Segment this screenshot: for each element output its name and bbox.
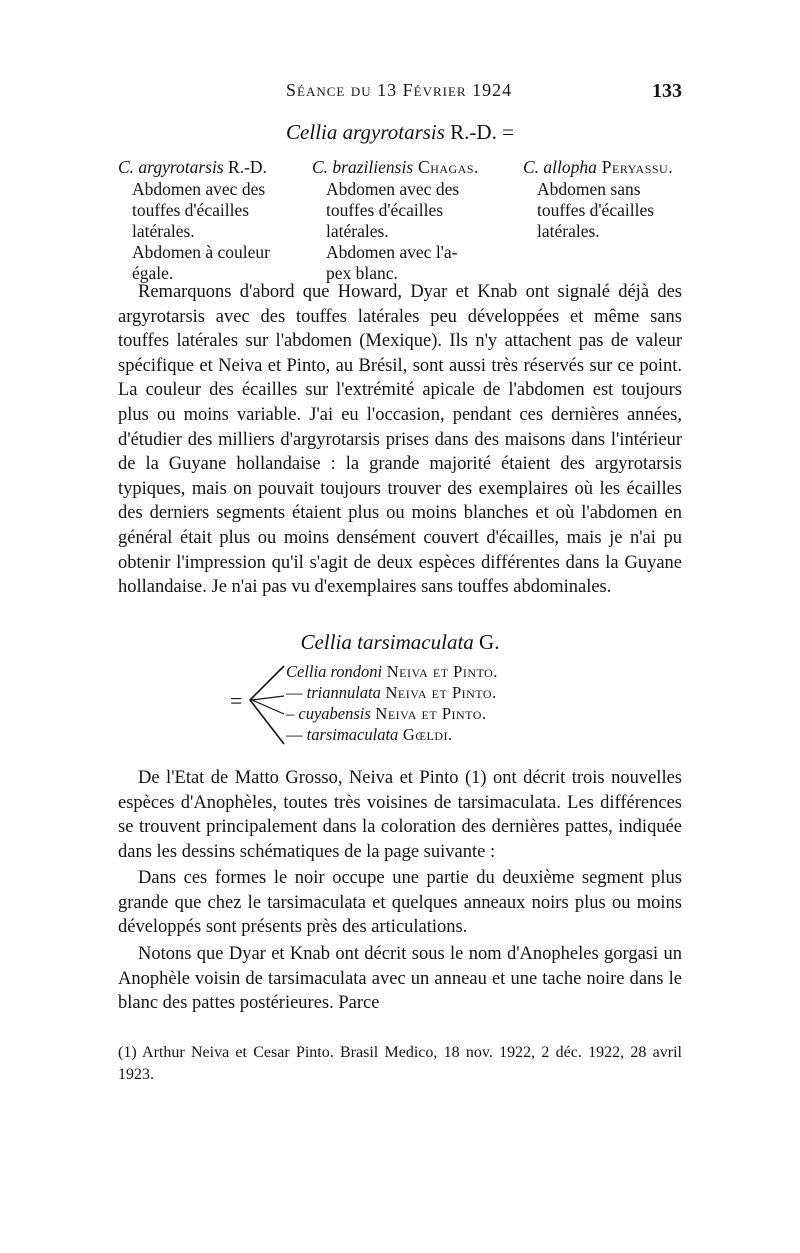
column-species: C. argyrotarsis	[118, 157, 224, 177]
column-line: Abdomen à couleur	[132, 242, 271, 262]
paragraph-text: De l'Etat de Matto Grosso, Neiva et Pinto (1) ont décrit trois nouvelles espèces d'Anophèles, toutes très voisines de tarsimaculata. Les différences se trouvent principalement dans la coloration des dernières pattes, indiquée dans les dessins schématiques de la page suivante :	[118, 768, 682, 862]
column-allopha	[523, 157, 673, 242]
column-heading	[523, 157, 673, 178]
synonym-brace-icon	[246, 662, 286, 748]
footnote	[118, 1042, 682, 1086]
column-heading	[118, 157, 270, 178]
synonym-dash: –	[286, 704, 299, 723]
column-braziliensis	[312, 157, 479, 284]
paragraph-noir	[118, 866, 682, 940]
running-title: Séance du 13 Février 1924	[286, 80, 513, 100]
synonym-name: triannulata	[306, 683, 381, 702]
column-line: latérales.	[326, 221, 389, 241]
column-heading	[312, 157, 479, 178]
paragraph-gorgasi	[118, 942, 682, 1016]
column-line: touffes d'écailles	[537, 200, 655, 220]
column-line: égale.	[132, 263, 174, 283]
synonym-author: Neiva et Pinto.	[370, 704, 487, 723]
synonym-name: cuyabensis	[298, 704, 371, 723]
column-author: Peryassu.	[596, 157, 674, 177]
comparison-columns	[118, 157, 700, 283]
column-line: Abdomen avec des	[326, 179, 460, 199]
synonym-author: Neiva et Pinto.	[382, 662, 498, 681]
species-name: Cellia argyrotarsis	[286, 120, 445, 144]
synonym-author: Gœldi.	[398, 725, 453, 744]
column-line: latérales.	[537, 221, 600, 241]
synonym-author: Neiva et Pinto.	[380, 683, 497, 702]
synonym-name: Cellia rondoni	[286, 662, 383, 681]
column-line: Abdomen sans	[537, 179, 641, 199]
paragraph-text: Remarquons d'abord que Howard, Dyar et Knab ont signalé déjà des argyrotarsis avec des touffes latérales peu développées et même sans touffes latérales sur l'abdomen (Mexique). Ils n'y attachent pas de valeur spécifique et Neiva et Pinto, au Brésil, sont aussi très réservés sur ce point. La couleur des écailles sur l'extrémité apicale de l'abdomen est toujours plus ou moins variable. J'ai eu l'occasion, pendant ces dernières années, d'étudier des milliers d'argyrotarsis prises dans des maisons dans l'intérieur de la Guyane hollandaise : la grande majorité étaient des argyrotarsis typiques, mais on pouvait toujours trouver des exemplaires où les écailles des derniers segments étaient plus ou moins blanches et où l'abdomen en général était plus ou moins densément couvert d'écailles, mais je n'ai pu obtenir l'impression qu'il s'agit de deux espèces différentes dans la Guyane hollandaise. Je n'ai pas vu d'exemplaires sans touffes abdominales.	[118, 282, 682, 598]
species-author: R.-D. =	[444, 120, 514, 144]
synonym-dash: —	[286, 683, 307, 702]
synonym-item	[286, 704, 487, 724]
synonym-item	[286, 662, 498, 682]
species-heading-tarsimaculata	[0, 630, 800, 655]
column-species: C. braziliensis	[312, 157, 414, 177]
equals-sign: =	[230, 688, 243, 713]
column-line: touffes d'écailles	[132, 200, 250, 220]
column-argyrotarsis	[118, 157, 270, 284]
paragraph-text: Notons que Dyar et Knab ont décrit sous le nom d'Anopheles gorgasi un Anophèle voisin de tarsimaculata avec un anneau et une tache noire dans le blanc des pattes postérieures. Parce	[118, 944, 682, 1014]
column-author: R.-D.	[223, 157, 267, 177]
species-heading-argyrotarsis	[0, 120, 800, 145]
synonym-name: tarsimaculata	[306, 725, 399, 744]
synonym-item	[286, 683, 497, 703]
paragraph-argyrotarsis-remarks	[118, 280, 682, 600]
column-species: C. allopha	[523, 157, 597, 177]
paragraph-matto-grosso	[118, 766, 682, 864]
page-number: 133	[652, 80, 682, 102]
column-line: pex blanc.	[326, 263, 398, 283]
species-name: Cellia tarsimaculata	[300, 630, 474, 654]
synonym-list	[230, 660, 630, 750]
synonym-item	[286, 725, 453, 745]
column-line: touffes d'écailles	[326, 200, 444, 220]
column-line: latérales.	[132, 221, 195, 241]
column-line: Abdomen avec des	[132, 179, 266, 199]
paragraph-text: Dans ces formes le noir occupe une partie du deuxième segment plus grande que chez le tarsimaculata et quelques anneaux noirs plus ou moins développés sont présents près des articulations.	[118, 868, 682, 938]
column-line: Abdomen avec l'a-	[326, 242, 458, 262]
running-head	[118, 80, 682, 110]
species-author: G.	[473, 630, 500, 654]
column-author: Chagas.	[413, 157, 479, 177]
footnote-text: (1) Arthur Neiva et Cesar Pinto. Brasil Medico, 18 nov. 1922, 2 déc. 1922, 28 avril 1923.	[118, 1044, 682, 1083]
synonym-dash: —	[286, 725, 307, 744]
